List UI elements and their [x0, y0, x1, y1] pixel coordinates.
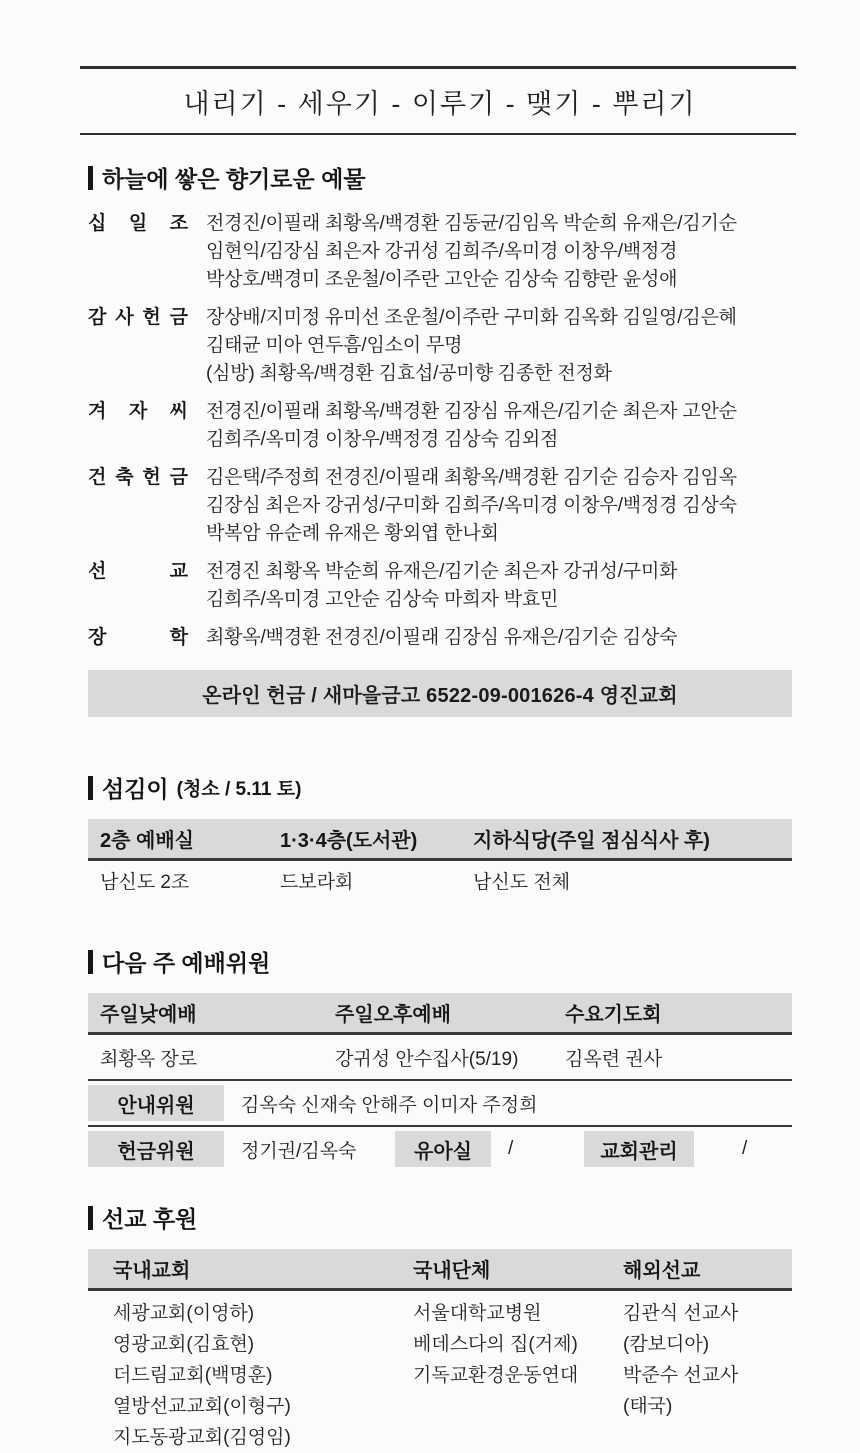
offering-names-line: 전경진/이필래 최황옥/백경환 김장심 유재은/김기순 최은자 고안순: [206, 401, 737, 422]
offering-group-thanksgiving: [88, 304, 792, 388]
offering-names-line: 임현익/김장심 최은자 강귀성 김희주/옥미경 이창우/백정경: [206, 241, 678, 262]
offering-names-line: 김장심 최은자 강귀성/구미화 김희주/옥미경 이창우/백정경 김상숙: [206, 495, 737, 516]
usher-label: 안내위원: [88, 1085, 224, 1121]
mission-item: (태국): [623, 1396, 673, 1417]
serving-col-header: 2층 예배실: [100, 830, 194, 852]
mission-item: 베데스다의 집(거제): [413, 1334, 578, 1355]
motto-underline-rule: [80, 133, 796, 135]
offering-names-line: 김태균 미아 연두흠/임소이 무명: [206, 335, 463, 356]
facility-label: 교회관리: [584, 1131, 694, 1167]
heading-bar-icon: [88, 166, 93, 190]
mission-item: (캄보디아): [623, 1334, 710, 1355]
offering-names-line: 전경진/이필래 최황옥/백경환 김동균/김임옥 박순희 유재은/김기순: [206, 213, 737, 234]
serving-cell: 남신도 전체: [473, 871, 571, 893]
offering-names-line: 장상배/지미정 유미선 조운철/이주란 구미화 김옥화 김일영/김은혜: [206, 307, 737, 328]
offerings-heading: [88, 161, 792, 194]
mission-table-body: [88, 1298, 792, 1453]
offering-label: 감 사 헌 금: [88, 307, 188, 328]
mission-item: 서울대학교병원: [413, 1303, 542, 1324]
serving-heading: [88, 771, 792, 804]
mission-table-header: [88, 1249, 792, 1291]
next-week-heading-text: 다음 주 예배위원: [102, 950, 271, 976]
offering-names: [206, 304, 792, 388]
next-week-col-header: 수요기도회: [565, 1004, 662, 1026]
usher-row: [88, 1081, 792, 1127]
online-offering-banner: 온라인 헌금 / 새마을금고 6522-09-001626-4 영진교회: [88, 670, 792, 717]
offerings-list: [88, 210, 792, 652]
offering-names: [206, 624, 792, 652]
mission-col-header: 국내단체: [413, 1260, 491, 1282]
heading-bar-icon: [88, 1206, 93, 1230]
offering-group-tithe: [88, 210, 792, 294]
offering-names: [206, 464, 792, 548]
offering-names-line: 최황옥/백경환 전경진/이필래 김장심 유재은/김기순 김상숙: [206, 627, 678, 648]
heading-bar-icon: [88, 776, 93, 800]
offering-group-building: [88, 464, 792, 548]
nursery-value: /: [508, 1138, 514, 1159]
next-week-col-header: 주일낮예배: [100, 1004, 197, 1026]
offering-names-line: 김희주/옥미경 고안순 김상숙 마희자 박효민: [206, 589, 559, 610]
serving-col-header: 1·3·4층(도서관): [280, 830, 418, 852]
offering-names: [206, 558, 792, 614]
heading-bar-icon: [88, 950, 93, 974]
mission-heading-text: 선교 후원: [102, 1206, 198, 1232]
offering-names-line: 김희주/옥미경 이창우/백정경 김상숙 김외점: [206, 429, 559, 450]
offering-label: 십 일 조: [88, 213, 188, 234]
mission-heading: [88, 1201, 792, 1234]
offering-label: 선 교: [88, 561, 188, 582]
offering-group-mission: [88, 558, 792, 614]
offering-label: 겨 자 씨: [88, 401, 188, 422]
offering-committee-names: 정기권/김옥숙: [241, 1140, 357, 1162]
next-week-table: [88, 993, 792, 1171]
next-week-cell: 강귀성 안수집사(5/19): [335, 1048, 519, 1070]
next-week-col-header: 주일오후예배: [335, 1004, 451, 1026]
serving-table-header: [88, 819, 792, 861]
mission-item: 세광교회(이영하): [113, 1303, 255, 1324]
mission-item: 영광교회(김효현): [113, 1334, 255, 1355]
next-week-table-row: [88, 1035, 792, 1081]
offering-names-line: 김은택/주정희 전경진/이필래 최황옥/백경환 김기순 김승자 김임옥: [206, 467, 737, 488]
serving-cell: 남신도 2조: [100, 871, 190, 893]
next-week-cell: 김옥련 권사: [565, 1048, 663, 1070]
next-week-heading: [88, 945, 792, 978]
usher-names: 김옥숙 신재숙 안해주 이미자 주정희: [241, 1094, 538, 1116]
mission-item: 김관식 선교사: [623, 1303, 739, 1324]
offering-label: 건 축 헌 금: [88, 467, 188, 488]
offerings-heading-text: 하늘에 쌓은 향기로운 예물: [102, 166, 366, 192]
serving-heading-text: 섬김이: [102, 776, 169, 802]
offering-names-line: 전경진 최황옥 박순희 유재은/김기순 최은자 강귀성/구미화: [206, 561, 678, 582]
offering-label: 장 학: [88, 627, 188, 648]
serving-col-header: 지하식당(주일 점심식사 후): [473, 830, 710, 852]
serving-cell: 드보라회: [280, 871, 354, 893]
serving-heading-note: (청소 / 5.11 토): [176, 779, 302, 800]
offering-names: [206, 398, 792, 454]
offering-group-scholarship: [88, 624, 792, 652]
offering-committee-row: [88, 1127, 792, 1171]
serving-table: [88, 819, 792, 899]
offering-names-line: 박복암 유순례 유재은 황외엽 한나회: [206, 523, 499, 544]
next-week-cell: 최황옥 장로: [100, 1048, 198, 1070]
serving-table-row: [88, 861, 792, 899]
mission-item: 열방선교교회(이형구): [113, 1396, 291, 1417]
mission-domestic-churches: [88, 1298, 388, 1453]
mission-overseas: [598, 1298, 792, 1453]
motto-strip: 내리기 - 세우기 - 이루기 - 맺기 - 뿌리기: [183, 89, 697, 119]
offering-committee-label: 헌금위원: [88, 1131, 224, 1167]
facility-value: /: [742, 1138, 748, 1159]
nursery-label: 유아실: [395, 1131, 491, 1167]
offering-group-mustard-seed: [88, 398, 792, 454]
offering-names-line: (심방) 최황옥/백경환 김효섭/공미향 김종한 전정화: [206, 363, 612, 384]
mission-item: 지도동광교회(김영임): [113, 1427, 291, 1448]
mission-col-header: 국내교회: [113, 1260, 191, 1282]
offering-names: [206, 210, 792, 294]
mission-table: [88, 1249, 792, 1453]
mission-domestic-orgs: [388, 1298, 598, 1453]
mission-item: 박준수 선교사: [623, 1365, 739, 1386]
mission-item: 기독교환경운동연대: [413, 1365, 579, 1386]
offering-names-line: 박상호/백경미 조운철/이주란 고안순 김상숙 김향란 윤성애: [206, 269, 678, 290]
next-week-table-header: [88, 993, 792, 1035]
mission-item: 더드림교회(백명훈): [113, 1365, 273, 1386]
mission-col-header: 해외선교: [623, 1260, 701, 1282]
